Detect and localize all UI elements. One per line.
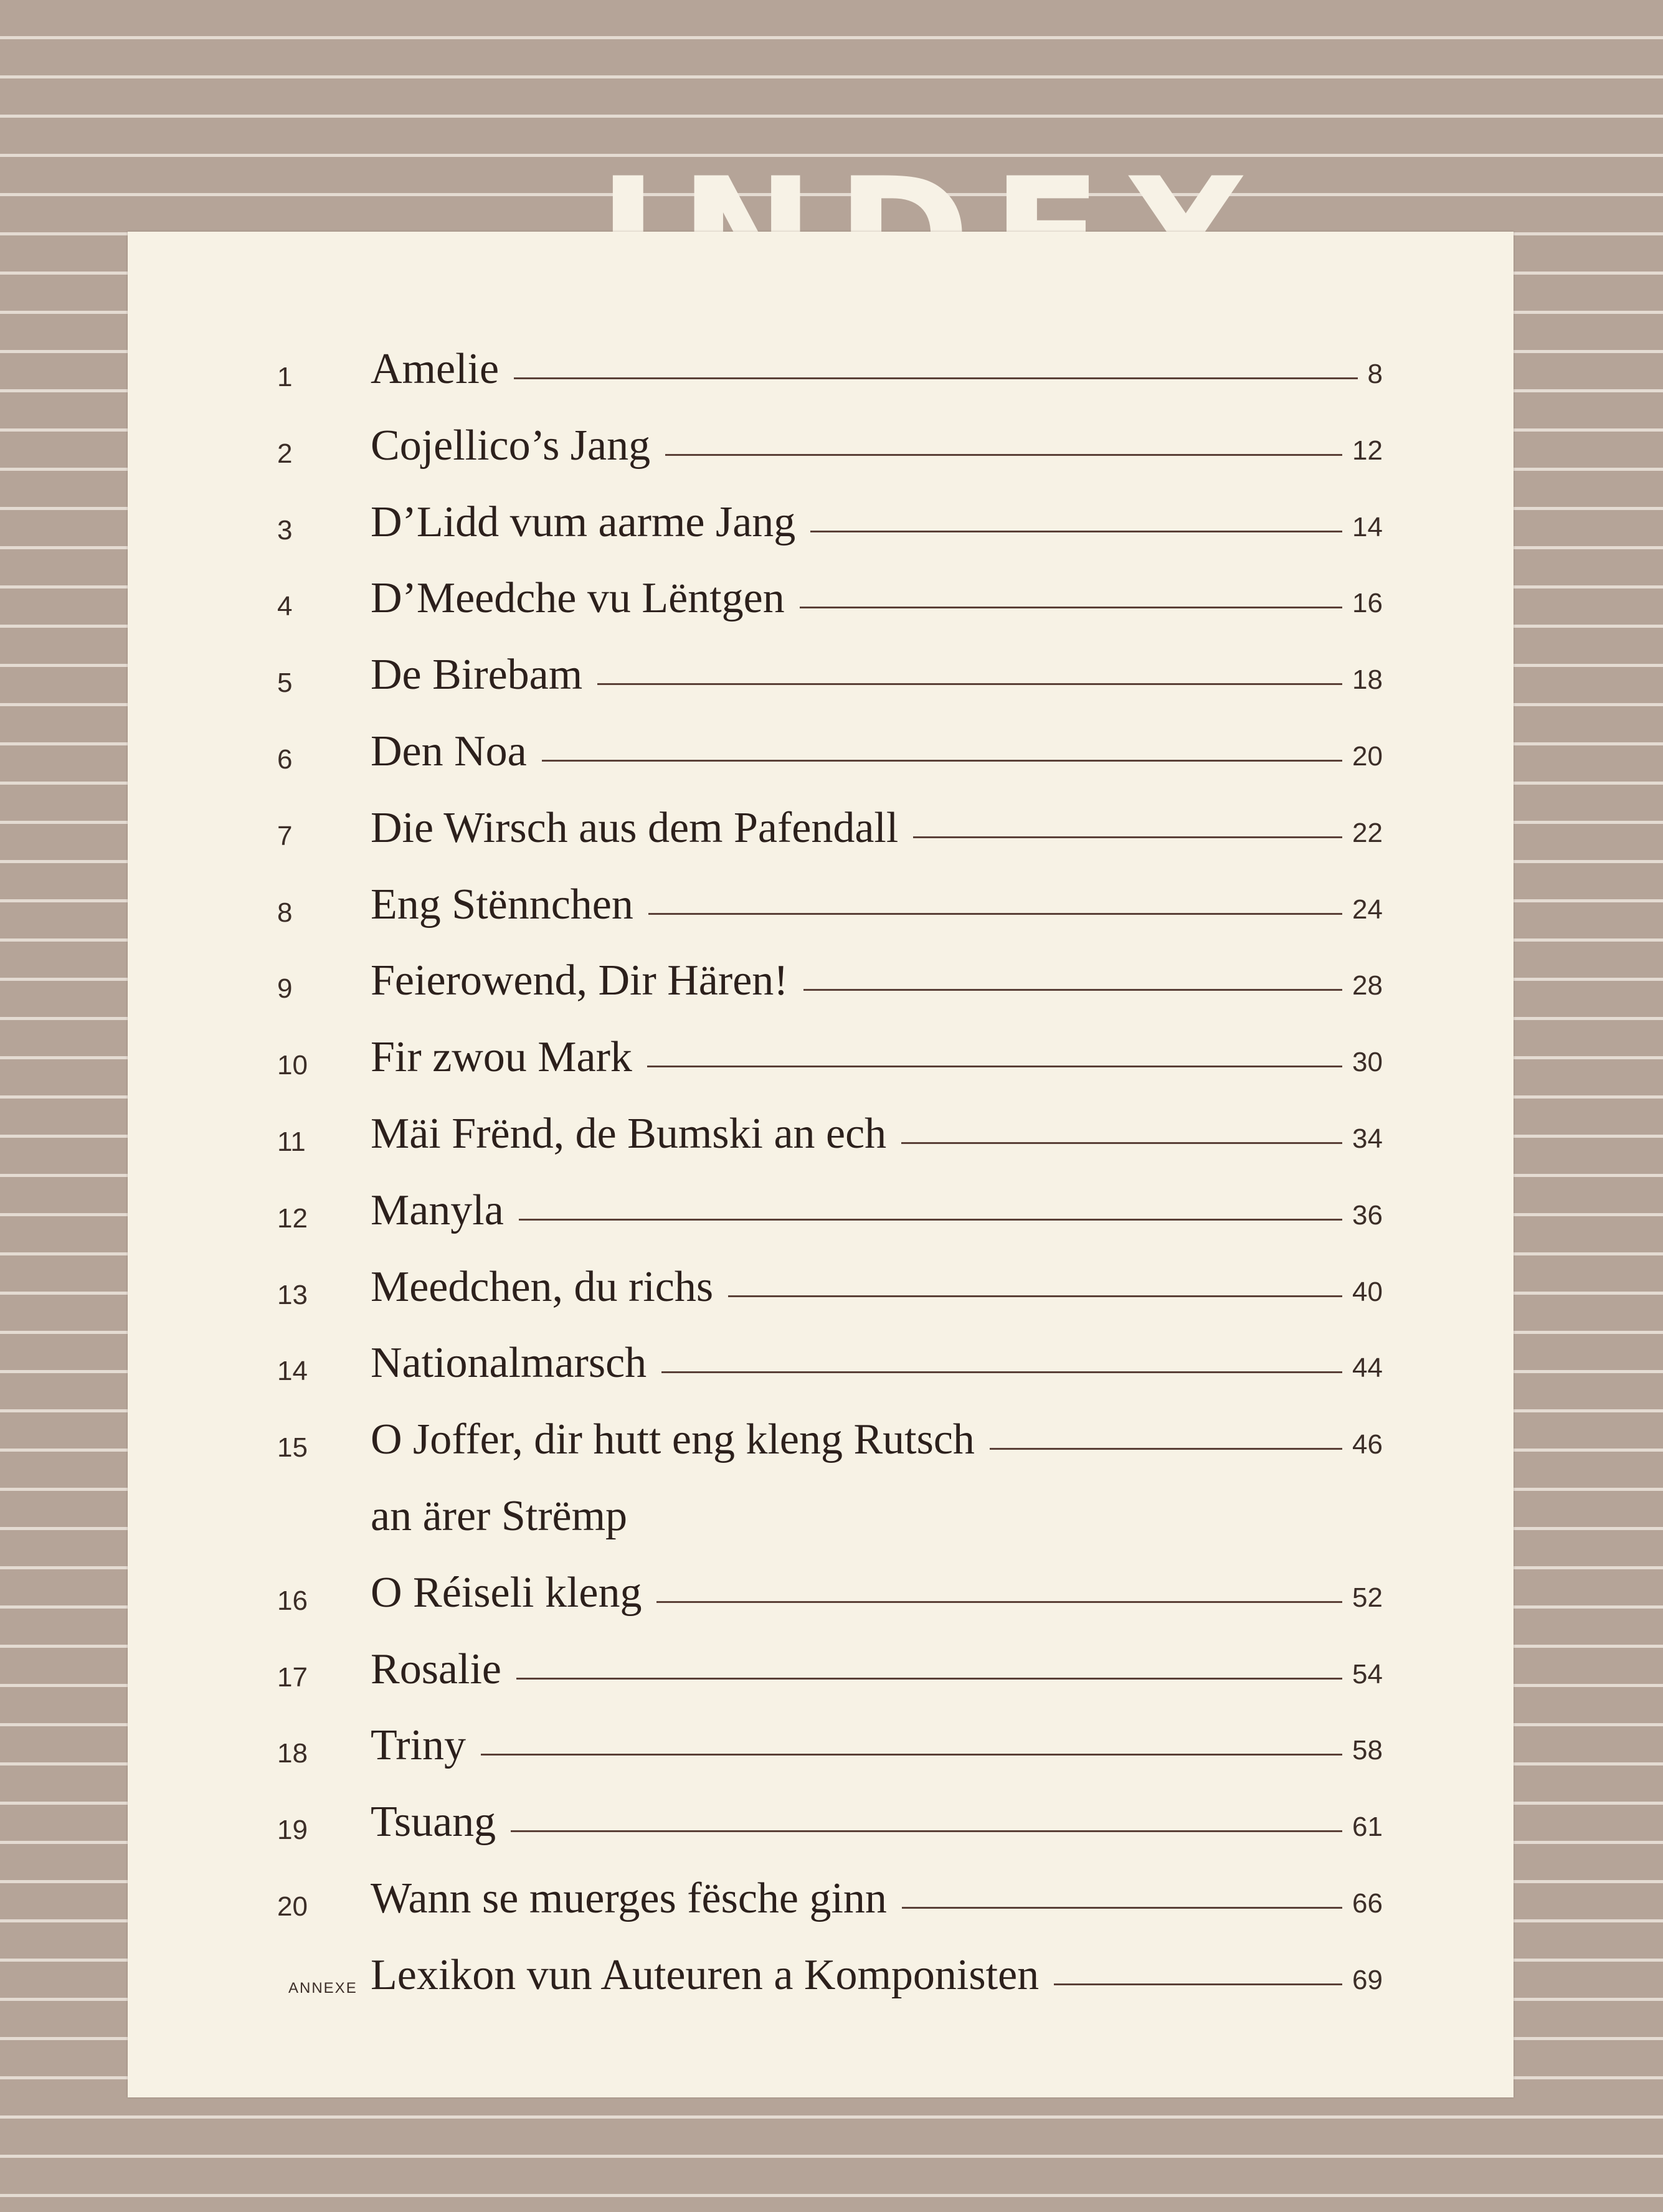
dotted-leader [665, 454, 1342, 456]
entry-number: 15 [277, 1432, 308, 1463]
entry-title-continuation: an ärer Strëmp [371, 1492, 628, 1540]
entry-title: Rosalie [371, 1645, 501, 1693]
entry-number: 13 [277, 1279, 308, 1310]
entry-number: 18 [277, 1738, 308, 1769]
entry-line [371, 727, 1383, 775]
toc-entry[interactable] [128, 1319, 1514, 1394]
entry-title: Mäi Frënd, de Bumski an ech [371, 1110, 887, 1158]
entry-number: 7 [277, 820, 293, 851]
entry-page: 30 [1352, 1047, 1383, 1078]
entry-page: 40 [1352, 1276, 1383, 1307]
dotted-leader [511, 1830, 1342, 1832]
entry-line [371, 1186, 1383, 1234]
toc-entry[interactable] [128, 1166, 1514, 1241]
entry-number: 19 [277, 1815, 308, 1846]
toc-entry[interactable] [128, 1549, 1514, 1624]
entry-title: Fir zwou Mark [371, 1033, 632, 1082]
entry-page: 12 [1352, 435, 1383, 466]
entry-page: 52 [1352, 1582, 1383, 1613]
dotted-leader [514, 377, 1357, 379]
toc-entry[interactable] [128, 1396, 1514, 1470]
table-of-contents [128, 232, 1514, 2097]
dotted-leader [901, 1142, 1342, 1144]
entry-number: 16 [277, 1585, 308, 1616]
entry-title: Amelie [371, 345, 500, 393]
toc-entry[interactable] [128, 1701, 1514, 1776]
toc-entry[interactable] [128, 861, 1514, 935]
entry-page: 14 [1352, 511, 1383, 542]
toc-entry[interactable] [128, 554, 1514, 629]
entry-title: Eng Stënnchen [371, 880, 633, 929]
entry-number: 20 [277, 1891, 308, 1922]
toc-entry[interactable] [128, 325, 1514, 400]
toc-entry[interactable] [128, 707, 1514, 782]
entry-page: 46 [1352, 1429, 1383, 1460]
entry-line [371, 959, 1383, 1003]
entry-number: 9 [277, 973, 293, 1004]
dotted-leader [913, 836, 1342, 838]
entry-title: D’Meedche vu Lëntgen [371, 574, 785, 623]
entry-page: 44 [1352, 1353, 1383, 1384]
toc-entry[interactable] [128, 402, 1514, 476]
entry-title: O Réiseli kleng [371, 1568, 642, 1617]
entry-title: O Joffer, dir hutt eng kleng Rutsch [371, 1416, 975, 1464]
dotted-leader [1054, 1983, 1342, 1985]
entry-number: 3 [277, 514, 293, 546]
toc-entry-continuation [128, 1472, 1514, 1547]
toc-entry[interactable] [128, 1090, 1514, 1165]
entry-line [371, 347, 1383, 391]
toc-entry[interactable] [128, 631, 1514, 706]
dotted-leader [810, 531, 1342, 532]
index-sheet [128, 232, 1514, 2097]
entry-number: 6 [277, 744, 293, 775]
entry-title: Cojellico’s Jang [371, 421, 651, 470]
entry-number: 4 [277, 591, 293, 622]
entry-page: 36 [1352, 1199, 1383, 1231]
entry-page: 34 [1352, 1123, 1383, 1154]
entry-title: Feierowend, Dir Hären! [371, 957, 789, 1005]
entry-title: Die Wirsch aus dem Pafendall [371, 803, 899, 852]
dotted-leader [990, 1448, 1342, 1450]
entry-title: D’Lidd vum aarme Jang [371, 498, 796, 546]
entry-title: Meedchen, du richs [371, 1262, 714, 1311]
entry-title: Den Noa [371, 727, 527, 775]
dotted-leader [661, 1371, 1342, 1373]
entry-page: 16 [1352, 588, 1383, 619]
entry-page: 22 [1352, 817, 1383, 848]
dotted-leader [656, 1601, 1342, 1603]
entry-number: 11 [277, 1127, 306, 1157]
dotted-leader [519, 1219, 1342, 1221]
toc-entry[interactable] [128, 478, 1514, 553]
entry-number: 1 [277, 362, 293, 392]
entry-line [371, 1033, 1383, 1082]
dotted-leader [542, 760, 1342, 762]
entry-number: 12 [277, 1203, 308, 1234]
dotted-leader [481, 1754, 1342, 1756]
entry-line [371, 1800, 1383, 1844]
dotted-leader [902, 1907, 1342, 1909]
entry-page: 24 [1352, 894, 1383, 925]
entry-title: Lexikon vun Auteuren a Komponisten [371, 1950, 1040, 1999]
entry-page: 8 [1367, 359, 1383, 389]
toc-entry[interactable] [128, 937, 1514, 1011]
entry-line [371, 653, 1383, 697]
entry-title: Triny [371, 1721, 467, 1770]
entry-page: 69 [1352, 1964, 1383, 1995]
entry-number: 10 [277, 1050, 308, 1081]
entry-line [371, 1262, 1383, 1311]
entry-title: Manyla [371, 1186, 504, 1234]
entry-number: 5 [277, 668, 293, 699]
entry-line [371, 1950, 1383, 1999]
toc-entry[interactable] [128, 1013, 1514, 1088]
entry-title: De Birebam [371, 651, 583, 699]
entry-line [371, 1645, 1383, 1693]
dotted-leader [647, 1066, 1342, 1067]
entry-line [371, 1874, 1383, 1922]
dotted-leader [800, 607, 1342, 608]
entry-number: 17 [277, 1661, 308, 1693]
entry-line [371, 574, 1383, 623]
entry-page: 61 [1352, 1812, 1383, 1843]
entry-page: 18 [1352, 664, 1383, 696]
entry-line [371, 498, 1383, 546]
toc-entry[interactable] [128, 1243, 1514, 1318]
entry-page: 58 [1352, 1735, 1383, 1766]
entry-title: Nationalmarsch [371, 1339, 647, 1387]
entry-line [371, 1341, 1383, 1385]
dotted-leader [516, 1678, 1342, 1680]
index-heading [598, 143, 1071, 230]
dotted-leader [803, 989, 1342, 991]
toc-entry[interactable] [128, 1625, 1514, 1700]
entry-line [371, 880, 1383, 929]
entry-line [371, 421, 1383, 470]
entry-page: 20 [1352, 741, 1383, 772]
entry-line [371, 1568, 1383, 1617]
entry-number: 8 [277, 897, 293, 928]
entry-title: Tsuang [371, 1798, 496, 1846]
entry-line [371, 1112, 1383, 1156]
toc-entry[interactable] [128, 1855, 1514, 1929]
dotted-leader [728, 1295, 1342, 1297]
dotted-leader [648, 913, 1342, 915]
entry-line [371, 803, 1383, 852]
entry-line [371, 1418, 1383, 1462]
dotted-leader [597, 683, 1342, 685]
toc-entry[interactable] [128, 1778, 1514, 1853]
entry-number: ANNEXE [288, 1979, 358, 1997]
entry-page: 66 [1352, 1888, 1383, 1919]
toc-entry[interactable] [128, 1931, 1514, 2006]
entry-number: 2 [277, 438, 293, 469]
entry-number: 14 [277, 1356, 308, 1387]
entry-page: 54 [1352, 1658, 1383, 1690]
entry-line [371, 1721, 1383, 1770]
toc-entry[interactable] [128, 784, 1514, 859]
entry-page: 28 [1352, 970, 1383, 1001]
entry-title: Wann se muerges fësche ginn [371, 1874, 887, 1922]
